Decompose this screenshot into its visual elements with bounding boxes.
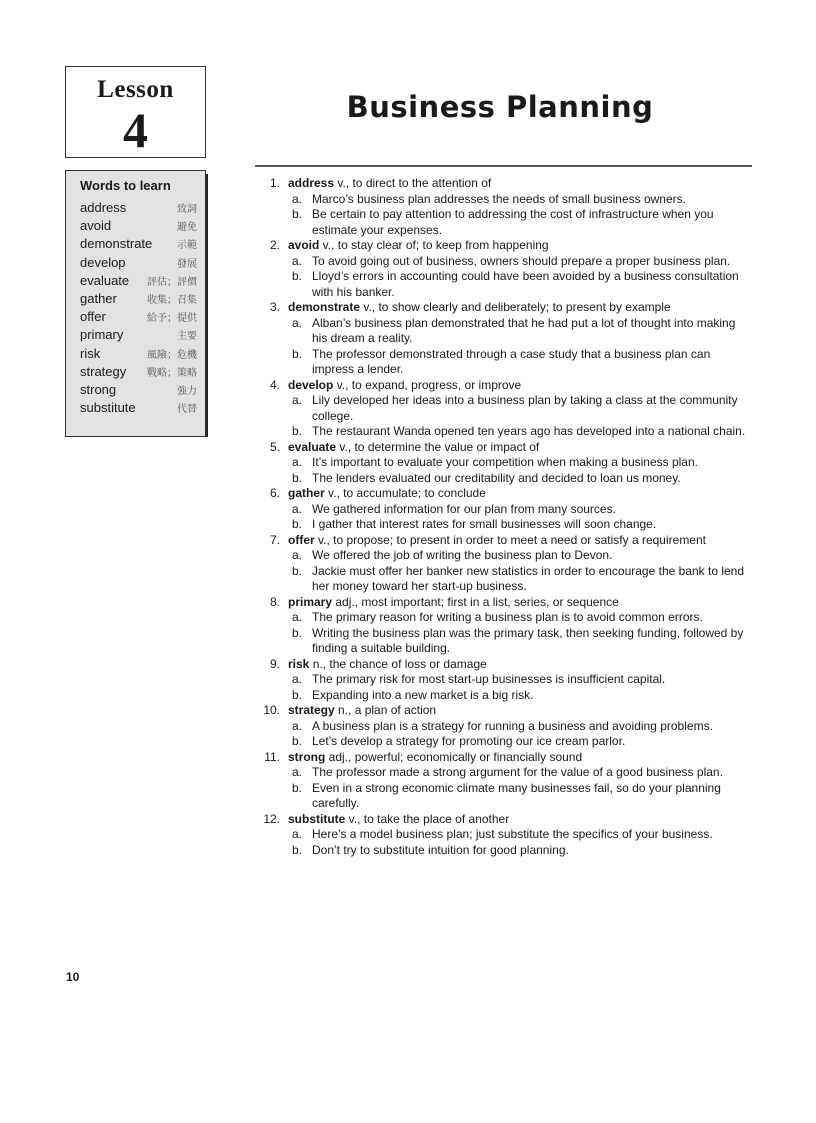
word-english: substitute [80,400,136,416]
example-letter: b. [291,734,302,748]
word-english: strong [80,381,117,397]
example-text: We offered the job of writing the business plan to Devon. [312,548,613,562]
page-number: 10 [66,970,80,984]
entry-number: 1. [269,176,280,190]
entry-number: 5. [269,439,280,454]
entry-definition: adj., powerful; economically or financially sound [325,749,583,764]
example-text: We gathered information for our plan from many sources. [312,501,616,516]
example-letter: a. [291,827,302,841]
word-chinese: 評估；評價 [147,276,197,288]
vocabulary-list [258,176,753,858]
word-list-item [80,255,205,273]
entry-word: avoid [288,238,320,252]
example-letter: b. [291,470,302,485]
word-english: develop [80,254,126,270]
entry-number: 6. [269,486,280,500]
example-sentence [288,471,753,487]
example-sentence [288,393,753,424]
example-text: The primary reason for writing a business plan is to avoid common errors. [312,610,703,624]
vocabulary-entry [258,486,753,533]
title-divider [255,165,752,167]
vocabulary-entry [258,750,753,812]
example-sentence [288,347,753,378]
example-letter: b. [291,346,302,361]
example-text: The lenders evaluated our creditability and decided to loan us money. [312,470,681,485]
example-text: The primary risk for most start-up businesses is insufficient capital. [312,672,666,686]
word-chinese: 發展 [177,258,197,270]
example-letter: a. [291,191,302,206]
words-to-learn-box [65,170,206,437]
example-letter: a. [291,315,302,330]
example-letter: b. [291,780,302,795]
word-list-item [80,382,205,400]
entry-number: 8. [269,594,280,609]
word-chinese: 致詞 [177,204,197,215]
example-letter: b. [291,625,302,640]
vocabulary-entry [258,533,753,595]
entry-definition: v., to expand, progress, or improve [333,377,522,392]
example-sentence [288,548,753,564]
vocabulary-entry [258,657,753,704]
example-sentence [288,455,753,471]
example-sentence [288,424,753,440]
word-chinese: 強力 [177,385,197,397]
example-sentence [288,316,753,347]
example-text: To avoid going out of business, owners should prepare a proper business plan. [312,253,731,268]
entry-word: substitute [288,811,346,826]
entry-word: gather [288,486,325,500]
entry-definition: v., to accumulate; to conclude [324,486,486,500]
lesson-label: Lesson [97,76,174,103]
example-letter: b. [291,424,302,438]
entry-word: strong [288,749,326,764]
example-letter: b. [291,207,302,221]
word-list-item [80,236,205,254]
example-text: A business plan is a strategy for running a business and avoiding problems. [312,718,713,733]
entry-definition: v., to take the place of another [345,811,510,826]
example-sentence [288,734,753,750]
entry-definition: v., to propose; to present in order to meet a need or satisfy a requirement [314,532,706,547]
entry-definition: v., to show clearly and deliberately; to present by example [360,300,671,314]
word-english: avoid [80,218,112,234]
example-sentence [288,517,753,533]
entry-number: 11. [264,749,280,764]
entry-word: evaluate [288,439,337,454]
example-text: Expanding into a new market is a big risk. [312,687,534,702]
example-text: Even in a strong economic climate many businesses fail, so do your planning carefully. [312,780,721,810]
word-list-item [80,200,205,218]
word-chinese: 示範 [177,240,197,252]
lesson-badge [65,66,206,158]
example-text: Lily developed her ideas into a business plan by taking a class at the community college. [312,393,738,423]
example-sentence [288,719,753,735]
entry-number: 3. [269,300,280,314]
entry-word: primary [288,594,333,609]
entry-number: 12. [263,811,280,826]
entry-number: 4. [269,377,280,392]
word-english: primary [80,327,124,343]
entry-number: 2. [269,238,280,252]
word-list-item [80,346,205,364]
example-letter: b. [291,563,302,578]
word-chinese: 風險；危機 [147,349,197,361]
example-sentence [288,610,753,626]
example-text: Jackie must offer her banker new statistics in order to encourage the bank to lend her money toward her start-up business. [312,563,745,593]
example-sentence [288,688,753,704]
entry-definition: v., to stay clear of; to keep from happening [319,238,549,252]
word-chinese: 給予；提供 [147,313,197,325]
example-letter: b. [291,517,302,531]
example-letter: a. [291,501,302,516]
word-chinese: 戰略；策略 [147,367,197,379]
example-sentence [288,207,753,238]
word-english: address [80,200,127,215]
vocabulary-entry [258,440,753,487]
word-english: evaluate [80,272,130,288]
example-text: Here’s a model business plan; just substitute the specifics of your business. [312,827,713,841]
entry-definition: v., to direct to the attention of [334,176,492,190]
entry-number: 9. [269,656,280,671]
example-sentence [288,564,753,595]
word-list-item [80,218,205,236]
vocabulary-entry [258,378,753,440]
example-letter: a. [291,672,302,686]
word-list-item [80,291,205,309]
entry-definition: n., a plan of action [334,703,437,717]
vocabulary-entry [258,703,753,750]
example-sentence [288,626,753,657]
word-list [80,200,205,418]
entry-word: strategy [288,703,335,717]
vocabulary-entry [258,300,753,378]
example-text: Marco’s business plan addresses the needs of small business owners. [312,191,686,206]
example-text: Don’t try to substitute intuition for good planning. [312,842,569,857]
entry-number: 10. [263,703,280,717]
example-text: The professor made a strong argument for the value of a good business plan. [312,765,723,779]
example-letter: a. [291,765,302,779]
entry-word: demonstrate [288,300,361,314]
example-letter: a. [291,718,302,733]
example-letter: a. [291,455,302,469]
entry-number: 7. [269,532,280,547]
word-chinese: 避免 [177,222,197,234]
entry-definition: n., the chance of loss or damage [309,656,487,671]
example-sentence [288,192,753,208]
example-sentence [288,254,753,270]
example-letter: b. [291,842,302,857]
word-english: offer [80,309,106,325]
words-heading: Words to learn [80,178,171,193]
vocabulary-entry [258,812,753,859]
example-sentence [288,672,753,688]
word-chinese: 主要 [177,331,197,343]
word-list-item [80,364,205,382]
entry-word: develop [288,377,334,392]
example-text: Lloyd’s errors in accounting could have been avoided by a business consultation with his banker. [312,269,739,299]
example-sentence [288,502,753,518]
example-letter: a. [291,610,302,624]
word-chinese: 收集；召集 [147,294,197,306]
entry-word: offer [288,532,315,547]
example-text: Alban’s business plan demonstrated that he had put a lot of thought into making his dream a reality. [312,315,736,345]
example-text: The professor demonstrated through a case study that a business plan can impress a lender. [312,346,711,376]
word-english: risk [80,345,101,361]
example-sentence [288,269,753,300]
example-sentence [288,843,753,859]
word-list-item [80,309,205,327]
page-title: Business Planning [346,90,654,124]
entry-word: address [288,176,335,190]
entry-definition: v., to determine the value or impact of [336,439,540,454]
example-letter: b. [291,687,302,702]
example-letter: b. [291,269,302,283]
example-text: It’s important to evaluate your competition when making a business plan. [312,455,698,469]
word-list-item [80,327,205,345]
example-sentence [288,765,753,781]
word-list-item [80,273,205,291]
word-chinese: 代替 [177,404,197,416]
example-sentence [288,781,753,812]
example-text: Let’s develop a strategy for promoting our ice cream parlor. [312,734,626,748]
example-sentence [288,827,753,843]
word-list-item [80,400,205,418]
entry-definition: adj., most important; first in a list, series, or sequence [332,594,619,609]
vocabulary-entry [258,176,753,238]
example-letter: a. [291,253,302,268]
vocabulary-entry [258,238,753,300]
vocabulary-entry [258,595,753,657]
example-text: Writing the business plan was the primary task, then seeking funding, followed by finding a suitable building. [312,625,744,655]
word-english: gather [80,290,117,306]
example-text: The restaurant Wanda opened ten years ago has developed into a national chain. [312,424,746,438]
example-letter: a. [291,548,302,562]
entry-word: risk [288,656,310,671]
word-english: demonstrate [80,236,153,252]
word-english: strategy [80,363,127,379]
example-text: I gather that interest rates for small businesses will soon change. [312,517,657,531]
lesson-number: 4 [123,102,148,158]
example-letter: a. [291,393,302,407]
example-text: Be certain to pay attention to addressing the cost of infrastructure when you estimate your expenses. [312,207,714,237]
